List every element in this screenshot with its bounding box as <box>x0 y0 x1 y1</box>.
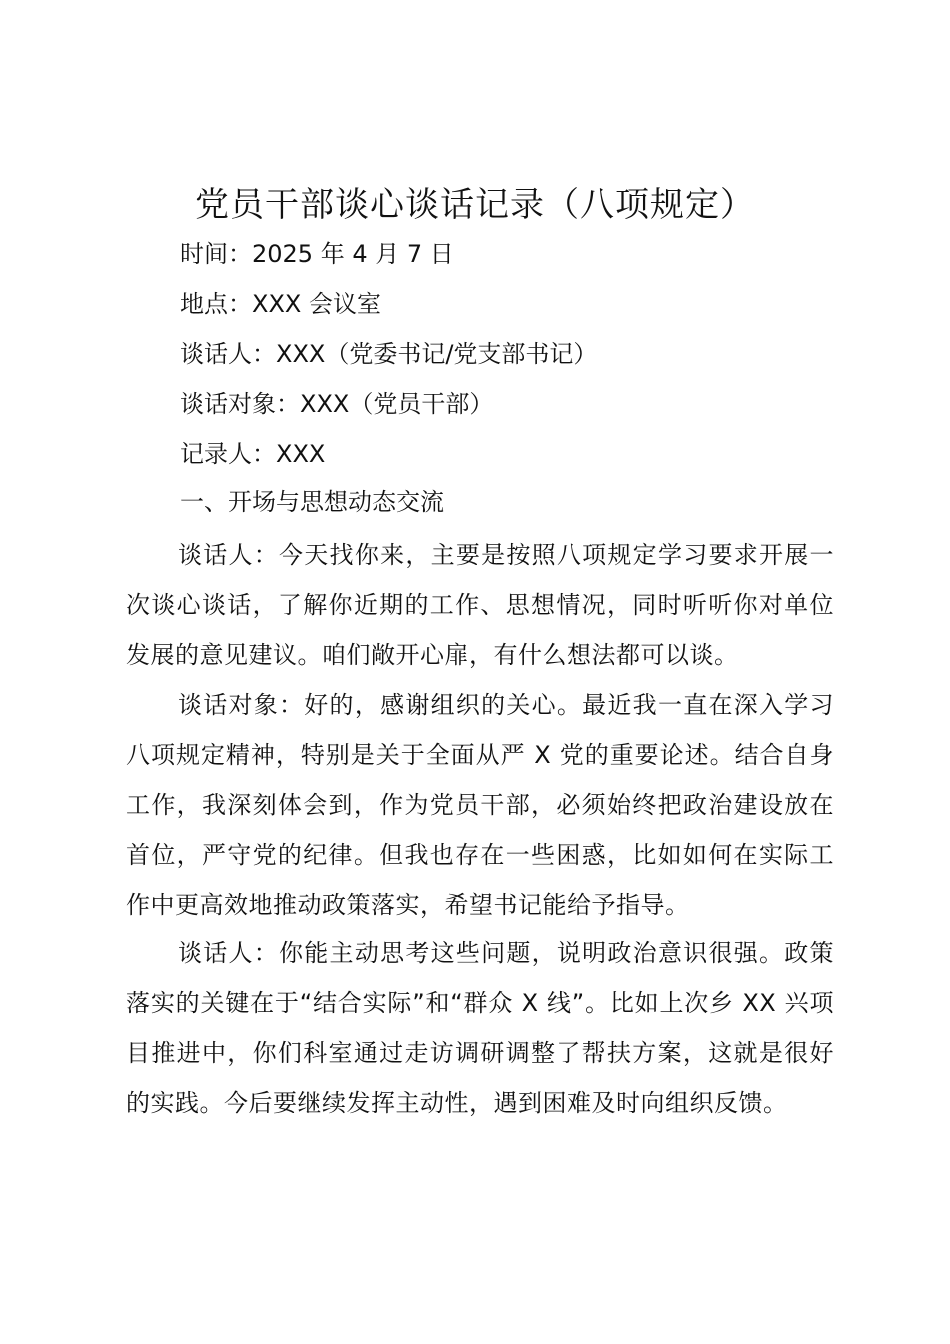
meta-speaker: 谈话人：XXX（党委书记/党支部书记） <box>180 340 598 368</box>
meta-subject: 谈话对象：XXX（党员干部） <box>180 390 494 418</box>
paragraph-1: 谈话人：今天找你来，主要是按照八项规定学习要求开展一次谈心谈话，了解你近期的工作、思想情况，同时听听你对单位发展的意见建议。咱们敞开心扉，有什么想法都可以谈。 <box>126 541 834 669</box>
paragraph-2: 谈话对象：好的，感谢组织的关心。最近我一直在深入学习八项规定精神，特别是关于全面从严 X 党的重要论述。结合自身工作，我深刻体会到，作为党员干部，必须始终把政治建设放在首位，严守党的纪律。但我也存在一些困惑，比如如何在实际工作中更高效地推动政策落实，希望书记能给予指导。 <box>126 691 834 919</box>
meta-place: 地点：XXX 会议室 <box>180 290 381 318</box>
meta-recorder: 记录人：XXX <box>180 440 326 468</box>
document-title: 党员干部谈心谈话记录（八项规定） <box>195 185 755 225</box>
meta-time: 时间：2025 年 4 月 7 日 <box>180 240 454 268</box>
section-heading: 一、开场与思想动态交流 <box>180 488 444 516</box>
paragraph-3: 谈话人：你能主动思考这些问题，说明政治意识很强。政策落实的关键在于“结合实际”和“群众 X 线”。比如上次乡 XX 兴项目推进中，你们科室通过走访调研调整了帮扶方案，这就是很好的实践。今后要继续发挥主动性，遇到困难及时向组织反馈。 <box>126 939 834 1117</box>
